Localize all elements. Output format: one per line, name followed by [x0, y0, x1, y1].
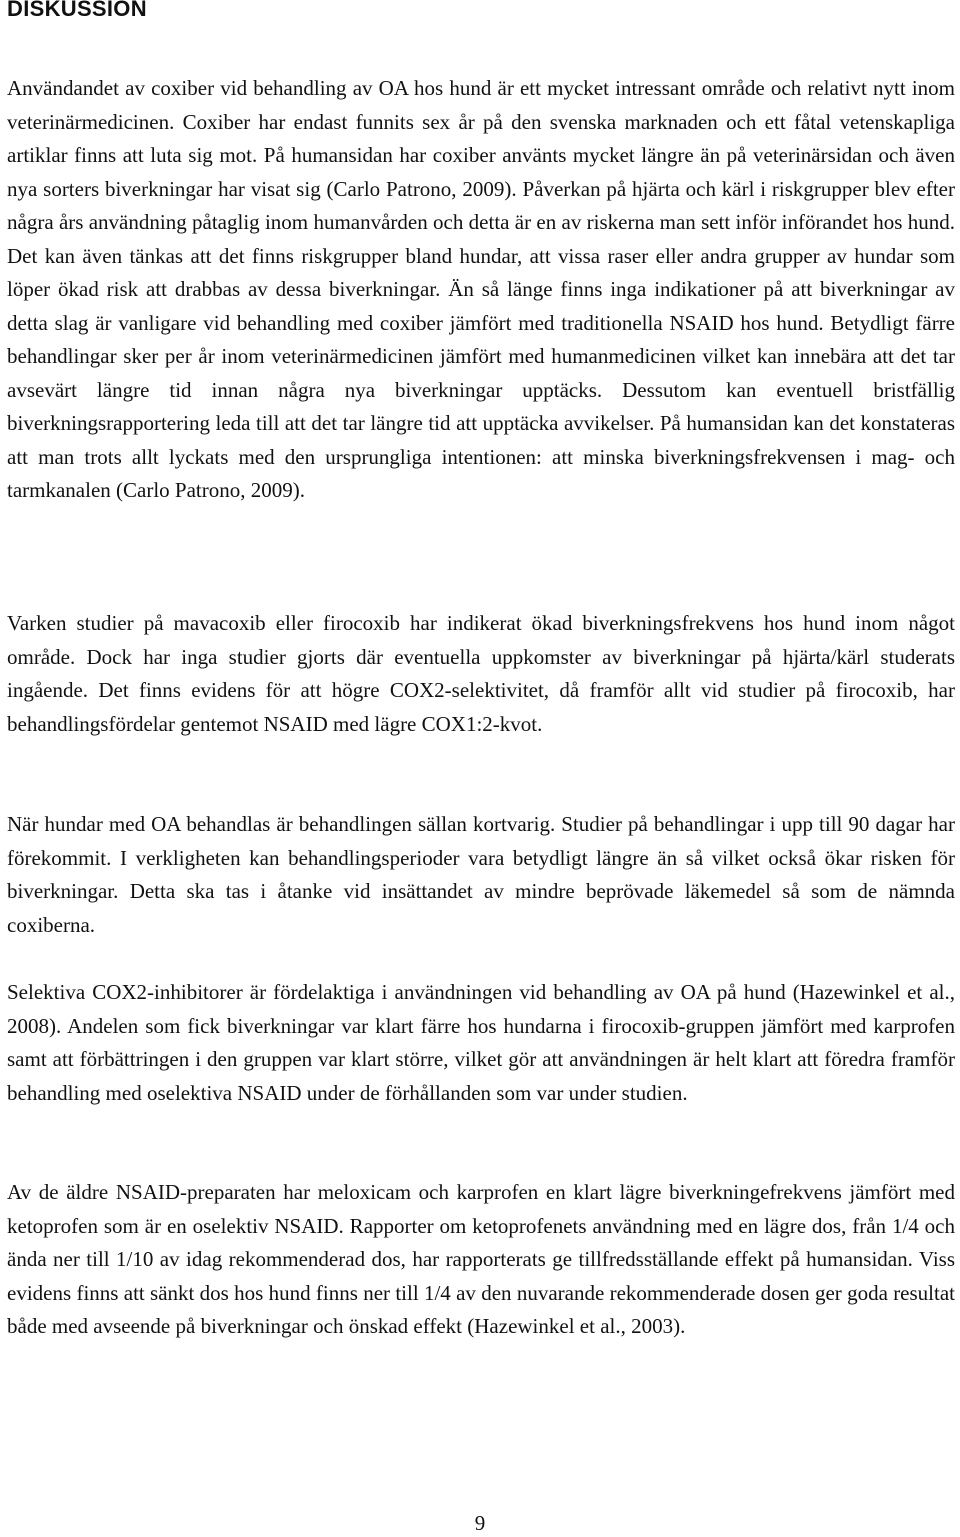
paragraph-treatment-duration: När hundar med OA behandlas är behandlingen sällan kortvarig. Studier på behandlingar i upp till 90 dagar har förekommit. I verkligheten kan behandlingsperioder vara betydligt längre än så vilket också ökar risken för biverkningar. Detta ska tas i åtanke vid insättandet av mindre beprövade läkemedel så som de nämnda coxiberna.	[7, 812, 955, 937]
paragraph-selective-cox2: Selektiva COX2-inhibitorer är fördelaktiga i användningen vid behandling av OA på hund (Hazewinkel et al., 2008). Andelen som fick biverkningar var klart färre hos hundarna i firocoxib-gruppen jämfört med karprofen samt att förbättringen i den gruppen var klart större, vilket gör att användningen är helt klart att föredra framför behandling med oselektiva NSAID under de förhållanden som var under studien.	[7, 980, 955, 1105]
paragraph-coxiber-overview: Användandet av coxiber vid behandling av OA hos hund är ett mycket intressant område och relativt nytt inom veterinärmedicinen. Coxiber har endast funnits sex år på den svenska marknaden och ett fåtal vetenskapliga artiklar finns att luta sig mot. På humansidan har coxiber använts mycket längre än på veterinärsidan och även nya sorters biverkningar har visat sig (Carlo Patrono, 2009). Påverkan på hjärta och kärl i riskgrupper blev efter några års användning påtaglig inom humanvården och detta är en av riskerna man sett inför införandet hos hund. Det kan även tänkas att det finns riskgrupper bland hundar, att vissa raser eller andra grupper av hundar som löper ökad risk att drabbas av dessa biverkningar. Än så länge finns inga indikationer på att biverkningar av detta slag är vanligare vid behandling med coxiber jämfört med traditionella NSAID hos hund. Betydligt färre behandlingar sker per år inom veterinärmedicinen jämfört med humanmedicinen vilket kan innebära att det tar avsevärt längre tid innan några nya biverkningar upptäcks. Dessutom kan eventuell bristfällig biverkningsrapportering leda till att det tar längre tid att upptäcka avvikelser. På humansidan kan det konstateras att man trots allt lyckats med den ursprungliga intentionen: att minska biverkningsfrekvensen i mag- och tarmkanalen (Carlo Patrono, 2009).	[7, 76, 955, 502]
paragraph-mavacoxib-firocoxib: Varken studier på mavacoxib eller firocoxib har indikerat ökad biverkningsfrekvens hos hund inom något område. Dock har inga studier gjorts där eventuella uppkomster av biverkningar på hjärta/kärl studerats ingående. Det finns evidens för att högre COX2-selektivitet, då framför allt vid studier på firocoxib, har behandlingsfördelar gentemot NSAID med lägre COX1:2-kvot.	[7, 611, 955, 736]
paragraph-older-nsaid: Av de äldre NSAID-preparaten har meloxicam och karprofen en klart lägre biverkningefrekvens jämfört med ketoprofen som är en oselektiv NSAID. Rapporter om ketoprofenets användning med en lägre dos, från 1/4 och ända ner till 1/10 av idag rekommenderad dos, har rapporterats ge tillfredsställande effekt på humansidan. Viss evidens finns att sänkt dos hos hund finns ner till 1/4 av den nuvarande rekommenderade dosen ger goda resultat både med avseende på biverkningar och önskad effekt (Hazewinkel et al., 2003).	[7, 1180, 955, 1338]
page-number: 9	[474, 1511, 486, 1535]
section-heading: DISKUSSION	[7, 0, 147, 21]
